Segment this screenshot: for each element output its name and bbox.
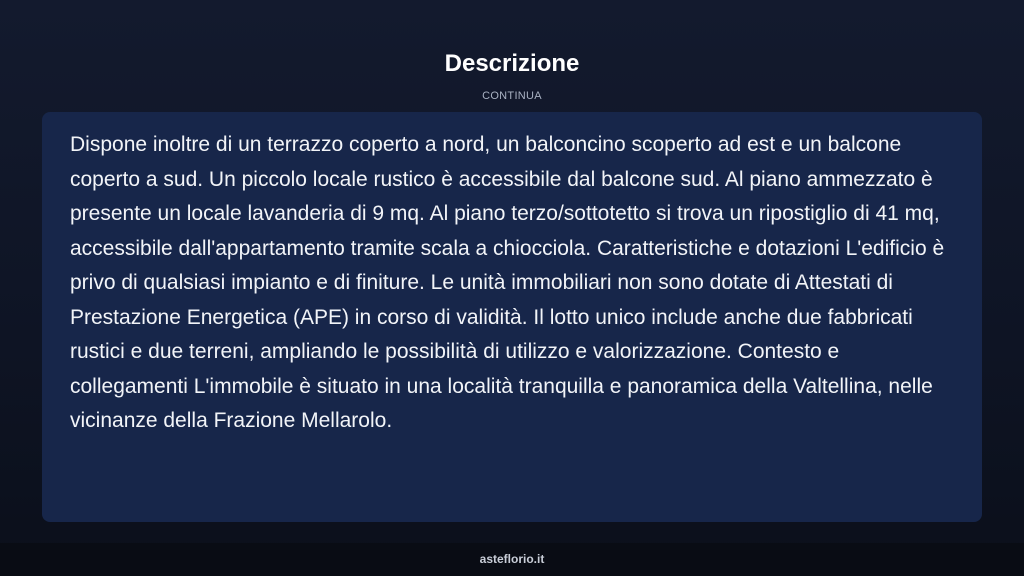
footer-site-name: asteflorio.it [479,552,545,566]
footer-bar [0,543,1024,576]
page-title: Descrizione [444,50,580,77]
continue-label: CONTINUA [482,90,542,102]
description-text: Dispone inoltre di un terrazzo coperto a nord, un balconcino scoperto ad est e un balcone coperto a sud. Un piccolo locale rustico è accessibile dal balcone sud. Al piano ammezzato è presente un locale lavanderia di 9 mq. Al piano terzo/sottotetto si trova un ripostiglio di 41 mq, accessibile dall'appartamento tramite scala a chiocciola. Caratteristiche e dotazioni L'edificio è privo di qualsiasi impianto e di finiture. Le unità immobiliari non sono dotate di Attestati di Prestazione Energetica (APE) in corso di validità. Il lotto unico include anche due fabbricati rustici e due terreni, ampliando le possibilità di utilizzo e valorizzazione. Contesto e collegamenti L'immobile è situato in una località tranquilla e panoramica della Valtellina, nelle vicinanze della Frazione Mellarolo. [70,133,945,432]
description-card [42,112,982,522]
